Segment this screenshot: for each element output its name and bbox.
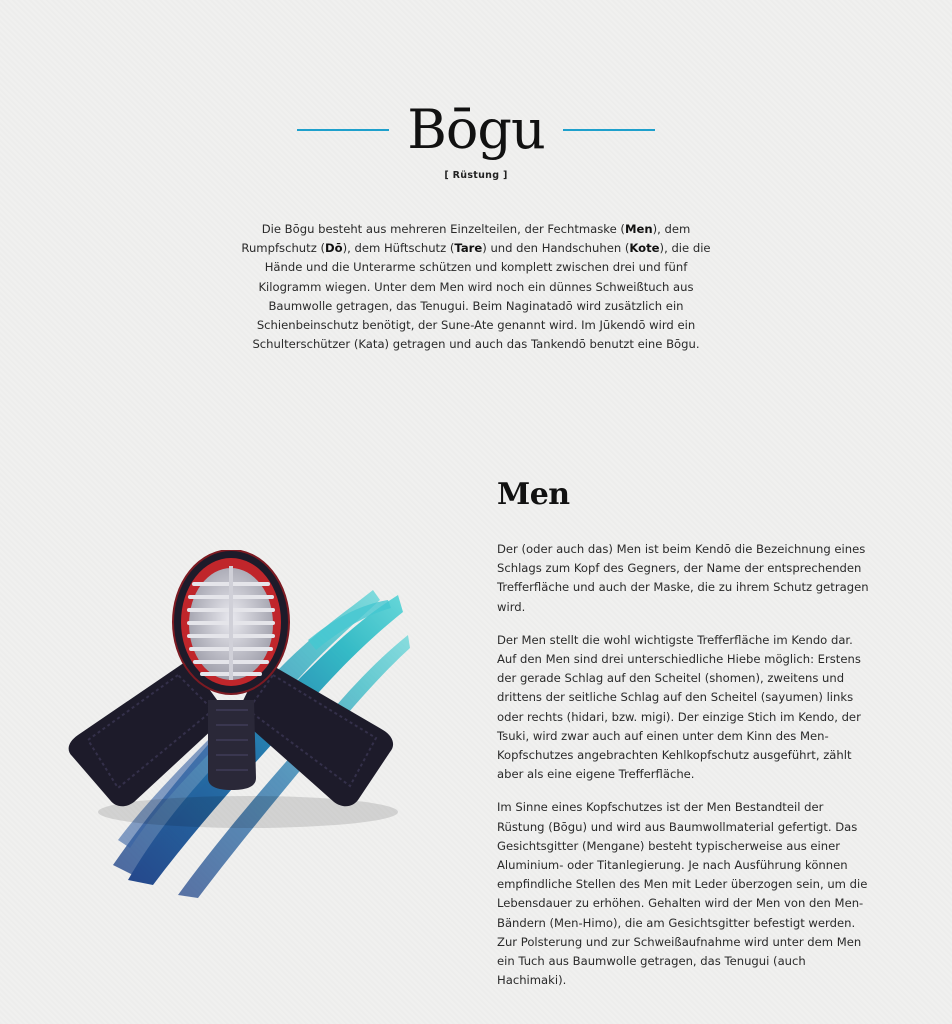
intro-term-men: Men	[624, 222, 653, 236]
kendo-men-mask-image	[58, 550, 418, 900]
section-title-men: Men	[497, 477, 570, 512]
title-line-right	[563, 129, 655, 131]
page-subtitle: [ Rüstung ]	[444, 170, 508, 181]
intro-term-do: Dō	[325, 241, 343, 256]
title-line-left	[297, 129, 389, 131]
intro-term-kote: Kote	[629, 241, 660, 256]
section-body	[497, 540, 873, 1004]
intro-text: ), die die Hände und die Unterarme schützen und komplett zwischen drei und fünf Kilogramm wiegen. Unter dem Men wird noch ein dünnes Schweißtuch aus Baumwolle getragen, das Tenugui. Beim Naginatadō wird zusätzlich ein Schienbeinschutz benötigt, der Sune-Ate genannt wird. Im Jūkendō wird ein Schulterschützer (Kata) getragen und auch das Tankendō benutzt eine Bōgu.	[252, 241, 711, 352]
intro-text: ), dem Rumpfschutz (	[241, 222, 691, 256]
page-title: Bōgu	[407, 98, 545, 161]
title-row	[0, 92, 952, 168]
intro-text: Die Bōgu besteht aus mehreren Einzelteilen, der Fechtmaske (	[261, 222, 625, 236]
intro-paragraph	[238, 220, 714, 354]
section-paragraph: Im Sinne eines Kopfschutzes ist der Men Bestandteil der Rüstung (Bōgu) und wird aus Baumwollmaterial gefertigt. Das Gesichtsgitter (Mengane) besteht typischerweise aus einer Aluminium- oder Titanlegierung. Je nach Ausführung können empfindliche Stellen des Men mit Leder überzogen sein, um die Lebensdauer zu erhöhen. Gehalten wird der Men von den Men-Bändern (Men-Himo), die am Gesichtsgitter befestigt werden. Zur Polsterung und zur Schweißaufnahme wird unter dem Men ein Tuch aus Baumwolle getragen, das Tenugui (auch Hachimaki).	[497, 800, 868, 988]
section-paragraph: Der (oder auch das) Men ist beim Kendō die Bezeichnung eines Schlags zum Kopf des Gegners, der Name der entsprechenden Trefferfläche und auch der Maske, die zu ihrem Schutz getragen wird.	[497, 542, 869, 614]
intro-text: ), dem Hüftschutz (	[342, 241, 455, 256]
intro-text: ) und den Handschuhen (	[482, 241, 630, 256]
mask-throat-guard	[208, 700, 256, 790]
section-paragraph: Der Men stellt die wohl wichtigste Trefferfläche im Kendo dar. Auf den Men sind drei unterschiedliche Hiebe möglich: Erstens der gerade Schlag auf den Scheitel (shomen), zweitens und drittens der seitliche Schlag auf den Scheitel (sayumen) links oder rechts (hidari, bzw. migi). Der einzige Stich im Kendo, der Tsuki, wird zwar auch auf einen unter dem Kinn des Men-Kopfschutzes angebrachten Kehlkopfschutz ausgeführt, zählt aber als eine eigene Trefferfläche.	[497, 632, 861, 782]
intro-term-tare: Tare	[454, 241, 483, 256]
